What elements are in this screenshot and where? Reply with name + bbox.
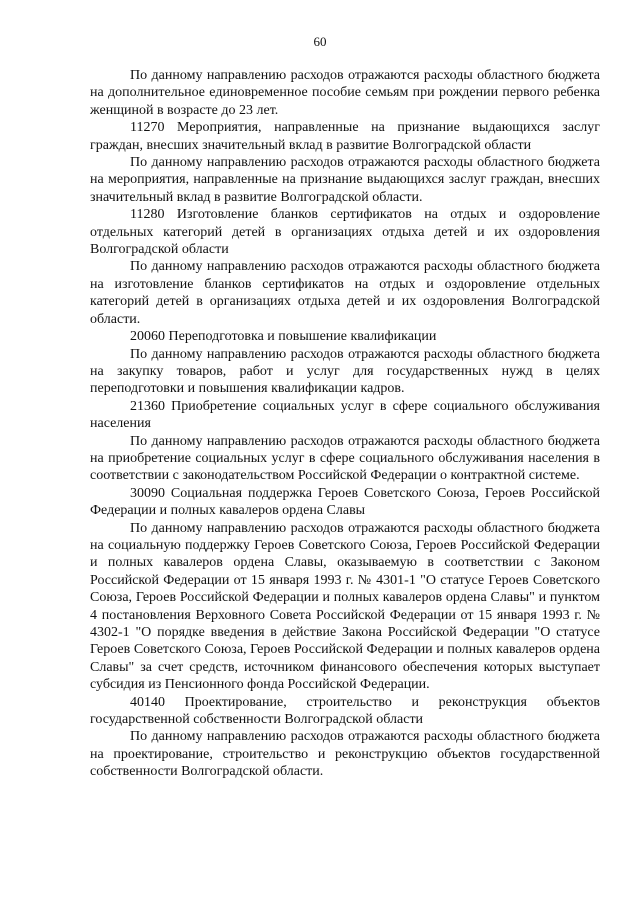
heading-11280: 11280 Изготовление бланков сертификатов на отдых и оздоровление отдельных категорий детей в организациях отдыха детей и их оздоровления Волгоградской области	[90, 207, 600, 258]
heading-21360: 21360 Приобретение социальных услуг в сфере социального обслуживания населения	[90, 398, 600, 432]
paragraph-11280-text: По данному направлению расходов отражаются расходы областного бюджета на изготовление бланков сертификатов на отдых и оздоровление отдельных категорий детей в организациях отдыха детей и их оздоровления Волгоградской области.	[90, 259, 600, 327]
document-body	[90, 67, 600, 781]
heading-20060: 20060 Переподготовка и повышение квалификации	[130, 329, 437, 345]
paragraph-11270-text: По данному направлению расходов отражаются расходы областного бюджета на мероприятия, направленные на признание выдающихся заслуг граждан, внесших значительный вклад в развитие Волгоградской области.	[90, 155, 600, 205]
paragraph-pregnancy-allowance-text: По данному направлению расходов отражаются расходы областного бюджета на дополнительное единовременное пособие семьям при рождении первого ребенка женщиной в возрасте до 23 лет.	[90, 68, 600, 118]
page-number: 60	[313, 34, 327, 49]
heading-11270: 11270 Мероприятия, направленные на признание выдающихся заслуг граждан, внесших значительный вклад в развитие Волгоградской области	[90, 120, 600, 153]
paragraph-21360-text: По данному направлению расходов отражаются расходы областного бюджета на приобретение социальных услуг в сфере социального обслуживания населения в соответствии с законодательством Российской Федерации о контрактной системе.	[90, 433, 600, 484]
heading-30090: 30090 Социальная поддержка Героев Советского Союза, Героев Российской Федерации и полных кавалеров ордена Славы	[90, 485, 600, 519]
paragraph-40140-text: По данному направлению расходов отражаются расходы областного бюджета на проектирование, строительство и реконструкцию объектов государственной собственности Волгоградской области.	[90, 729, 600, 780]
paragraph-30090-text: По данному направлению расходов отражаются расходы областного бюджета на социальную поддержку Героев Советского Союза, Героев Российской Федерации и полных кавалеров ордена Славы, оказываемую в соответствии с Законом Российской Федерации от 15 января 1993 г. № 4301-1 "О статусе Героев Советского Союза, Героев Российской Федерации и полных кавалеров ордена Славы" и пунктом 4 постановления Верховного Совета Российской Федерации от 15 января 1993 г. № 4302-1 "О порядке введения в действие Закона Российской Федерации "О статусе Героев Советского Союза, Героев Российской Федерации и полных кавалеров ордена Славы" за счет средств, источником финансового обеспечения которых выступает субсидия из Пенсионного фонда Российской Федерации.	[90, 520, 600, 693]
heading-40140: 40140 Проектирование, строительство и реконструкция объектов государственной собственности Волгоградской области	[90, 694, 600, 728]
paragraph-20060-text: По данному направлению расходов отражаются расходы областного бюджета на закупку товаров, работ и услуг для государственных нужд в целях переподготовки и повышения квалификации кадров.	[90, 346, 600, 397]
